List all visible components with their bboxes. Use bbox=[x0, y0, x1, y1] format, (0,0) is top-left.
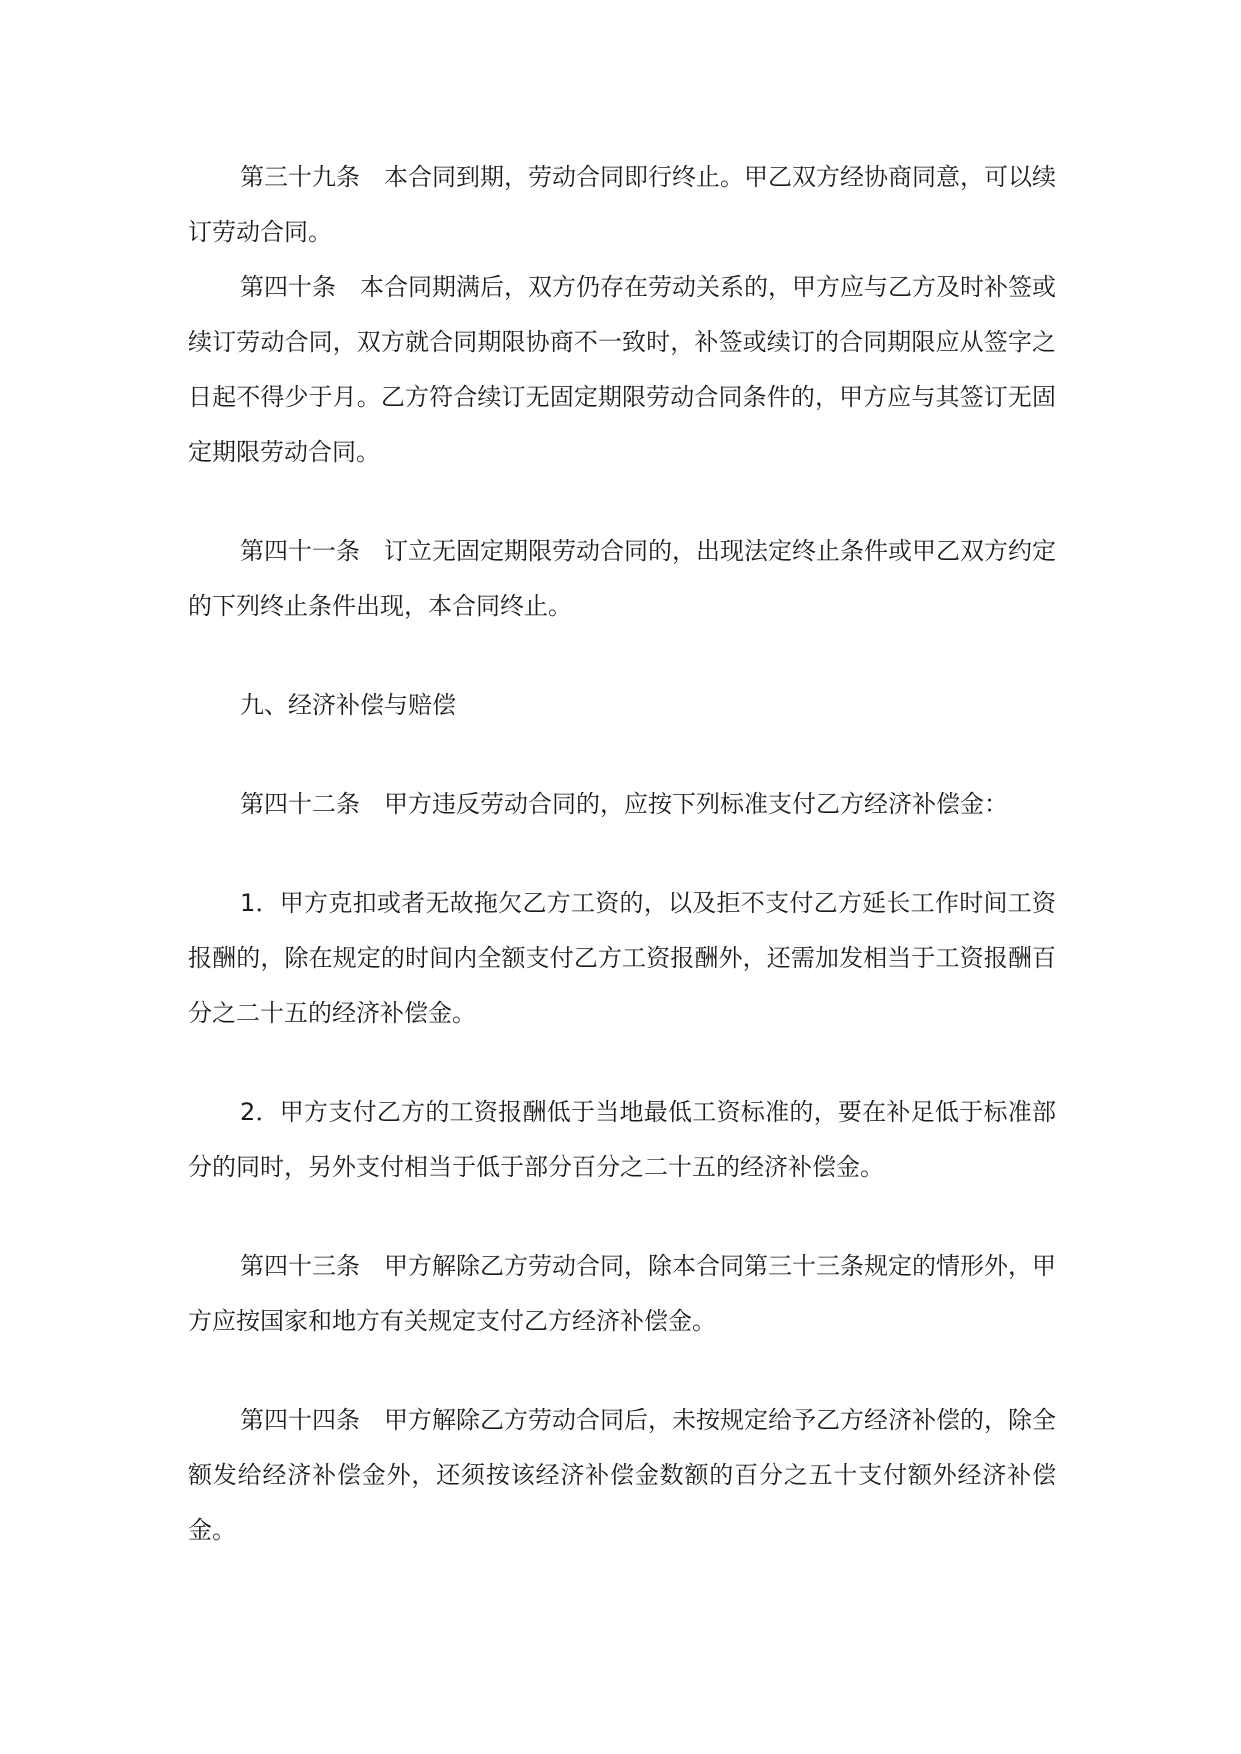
article-42 bbox=[188, 777, 1056, 832]
list-item-text: 1．甲方克扣或者无故拖欠乙方工资的，以及拒不支付乙方延长工作时间工资报酬的，除在规定的时间内全额支付乙方工资报酬外，还需加发相当于工资报酬百分之二十五的经济补偿金。 bbox=[188, 889, 1056, 1027]
article-number: 第四十二条 bbox=[240, 790, 360, 818]
article-41 bbox=[188, 524, 1056, 634]
section-heading-text: 九、经济补偿与赔偿 bbox=[240, 691, 456, 719]
section-heading-9 bbox=[188, 678, 1056, 733]
article-number: 第四十条 bbox=[240, 273, 336, 301]
article-text: 甲方解除乙方劳动合同后，未按规定给予乙方经济补偿的，除全额发给经济补偿金外，还须按该经济补偿金数额的百分之五十支付额外经济补偿金。 bbox=[188, 1406, 1056, 1544]
article-number: 第四十一条 bbox=[240, 537, 360, 565]
article-40 bbox=[188, 260, 1056, 480]
list-item-1 bbox=[188, 876, 1056, 1041]
article-number: 第四十四条 bbox=[240, 1406, 360, 1434]
article-39 bbox=[188, 150, 1056, 260]
article-43 bbox=[188, 1239, 1056, 1349]
article-text: 本合同到期，劳动合同即行终止。甲乙双方经协商同意，可以续订劳动合同。 bbox=[188, 163, 1056, 246]
list-item-2 bbox=[188, 1085, 1056, 1195]
article-text: 甲方解除乙方劳动合同，除本合同第三十三条规定的情形外，甲方应按国家和地方有关规定支付乙方经济补偿金。 bbox=[188, 1252, 1056, 1335]
article-number: 第三十九条 bbox=[240, 163, 360, 191]
article-44 bbox=[188, 1393, 1056, 1558]
list-item-text: 2．甲方支付乙方的工资报酬低于当地最低工资标准的，要在补足低于标准部分的同时，另外支付相当于低于部分百分之二十五的经济补偿金。 bbox=[188, 1098, 1056, 1181]
article-text: 订立无固定期限劳动合同的，出现法定终止条件或甲乙双方约定的下列终止条件出现，本合同终止。 bbox=[188, 537, 1056, 620]
article-text: 本合同期满后，双方仍存在劳动关系的，甲方应与乙方及时补签或续订劳动合同，双方就合同期限协商不一致时，补签或续订的合同期限应从签字之日起不得少于月。乙方符合续订无固定期限劳动合同条件的，甲方应与其签订无固定期限劳动合同。 bbox=[188, 273, 1056, 466]
document-page bbox=[188, 150, 1056, 1558]
article-text: 甲方违反劳动合同的，应按下列标准支付乙方经济补偿金： bbox=[384, 790, 1008, 818]
article-number: 第四十三条 bbox=[240, 1252, 360, 1280]
